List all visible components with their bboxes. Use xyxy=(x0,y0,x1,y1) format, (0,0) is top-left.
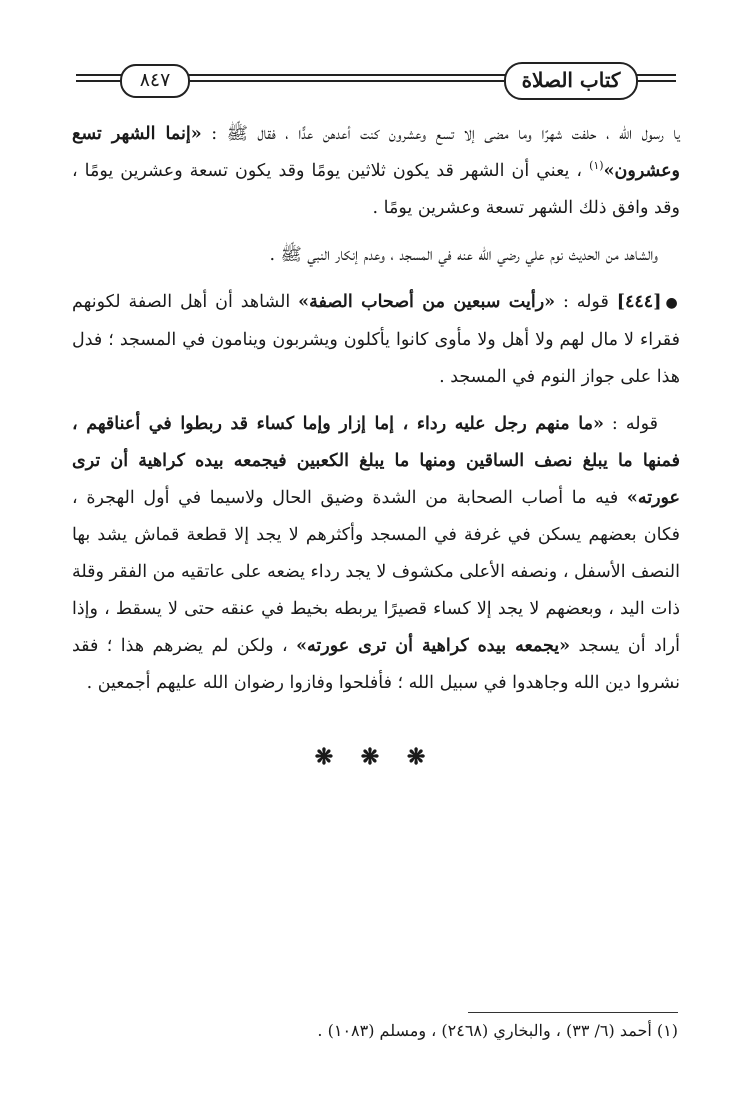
hadith-quote: «ما منهم رجل عليه رداء ، إما إزار وإما كساء قد ربطوا في أعناقهم ، فمنها ما يبلغ نصف الساقين ومنها ما يبلغ الكعبين فيجمعه بيده كراهية أن ترى عورته» xyxy=(72,414,680,508)
hadith-quote: «يجمعه بيده كراهية أن ترى عورته» xyxy=(296,636,571,656)
paragraph-2 xyxy=(72,237,680,274)
text-run: قوله : xyxy=(555,292,617,312)
main-text xyxy=(72,116,680,712)
footnote-ref: (١) xyxy=(589,159,604,173)
text-run: والشاهد من الحديث نوم علي رضي الله عنه في المسجد ، وعدم إنكار النبي ﷺ . xyxy=(269,245,658,265)
text-run: قوله : xyxy=(603,414,658,434)
text-run: ، يعني أن الشهر قد يكون ثلاثين يومًا وقد يكون تسعة وعشرين يومًا ، وقد وافق ذلك الشهر تسعة وعشرين يومًا . xyxy=(72,161,680,218)
running-header xyxy=(76,58,676,100)
section-separator: ❋ ❋ ❋ xyxy=(314,744,436,770)
hadith-number: [٤٤٤] xyxy=(616,292,662,312)
hadith-quote: «إنما الشهر تسع وعشرون» xyxy=(72,124,680,181)
paragraph-1 xyxy=(72,116,680,227)
text-run: ، ولكن لم يضرهم هذا ؛ فقد نشروا دين الله وجاهدوا في سبيل الله ؛ فأفلحوا وفازوا رضوان الله عليهم أجمعين . xyxy=(72,636,680,693)
hadith-quote: «رأيت سبعين من أصحاب الصفة» xyxy=(298,292,556,312)
footnote: (١) أحمد (٦/ ٣٣) ، والبخاري (٢٤٦٨) ، ومسلم (١٠٨٣) . xyxy=(317,1021,678,1040)
bullet-icon: ● xyxy=(665,295,680,311)
footnote-rule xyxy=(468,1012,678,1013)
paragraph-3 xyxy=(72,284,680,396)
chapter-title: كتاب الصلاة xyxy=(504,62,638,100)
text-run: فيه ما أصاب الصحابة من الشدة وضيق الحال ولاسيما في أول الهجرة ، فكان بعضهم يسكن في غرفة في المسجد وأكثرهم لا يجد إلا قطعة قماش يشد بها النصف الأسفل ، ونصفه الأعلى مكشوف لا يجد رداء يضعه على عاتقيه من الفقر وقلة ذات اليد ، وبعضهم لا يجد إلا كساء قصيرًا يربطه بخيط في عنقه حتى لا يسقط ، وإذا أراد أن يسجد xyxy=(72,488,680,656)
text-run: يا رسول الله ، حلفت شهرًا وما مضى إلا تسع وعشرون كنت أعدهن عدًّا ، فقال ﷺ : xyxy=(201,124,680,144)
page-number: ٨٤٧ xyxy=(120,64,190,98)
paragraph-4 xyxy=(72,406,680,702)
text-run: الشاهد أن أهل الصفة لكونهم فقراء لا مال لهم ولا أهل ولا مأوى كانوا يأكلون ويشربون وينامون في المسجد ؛ فدل هذا على جواز النوم في المسجد . xyxy=(72,292,680,387)
